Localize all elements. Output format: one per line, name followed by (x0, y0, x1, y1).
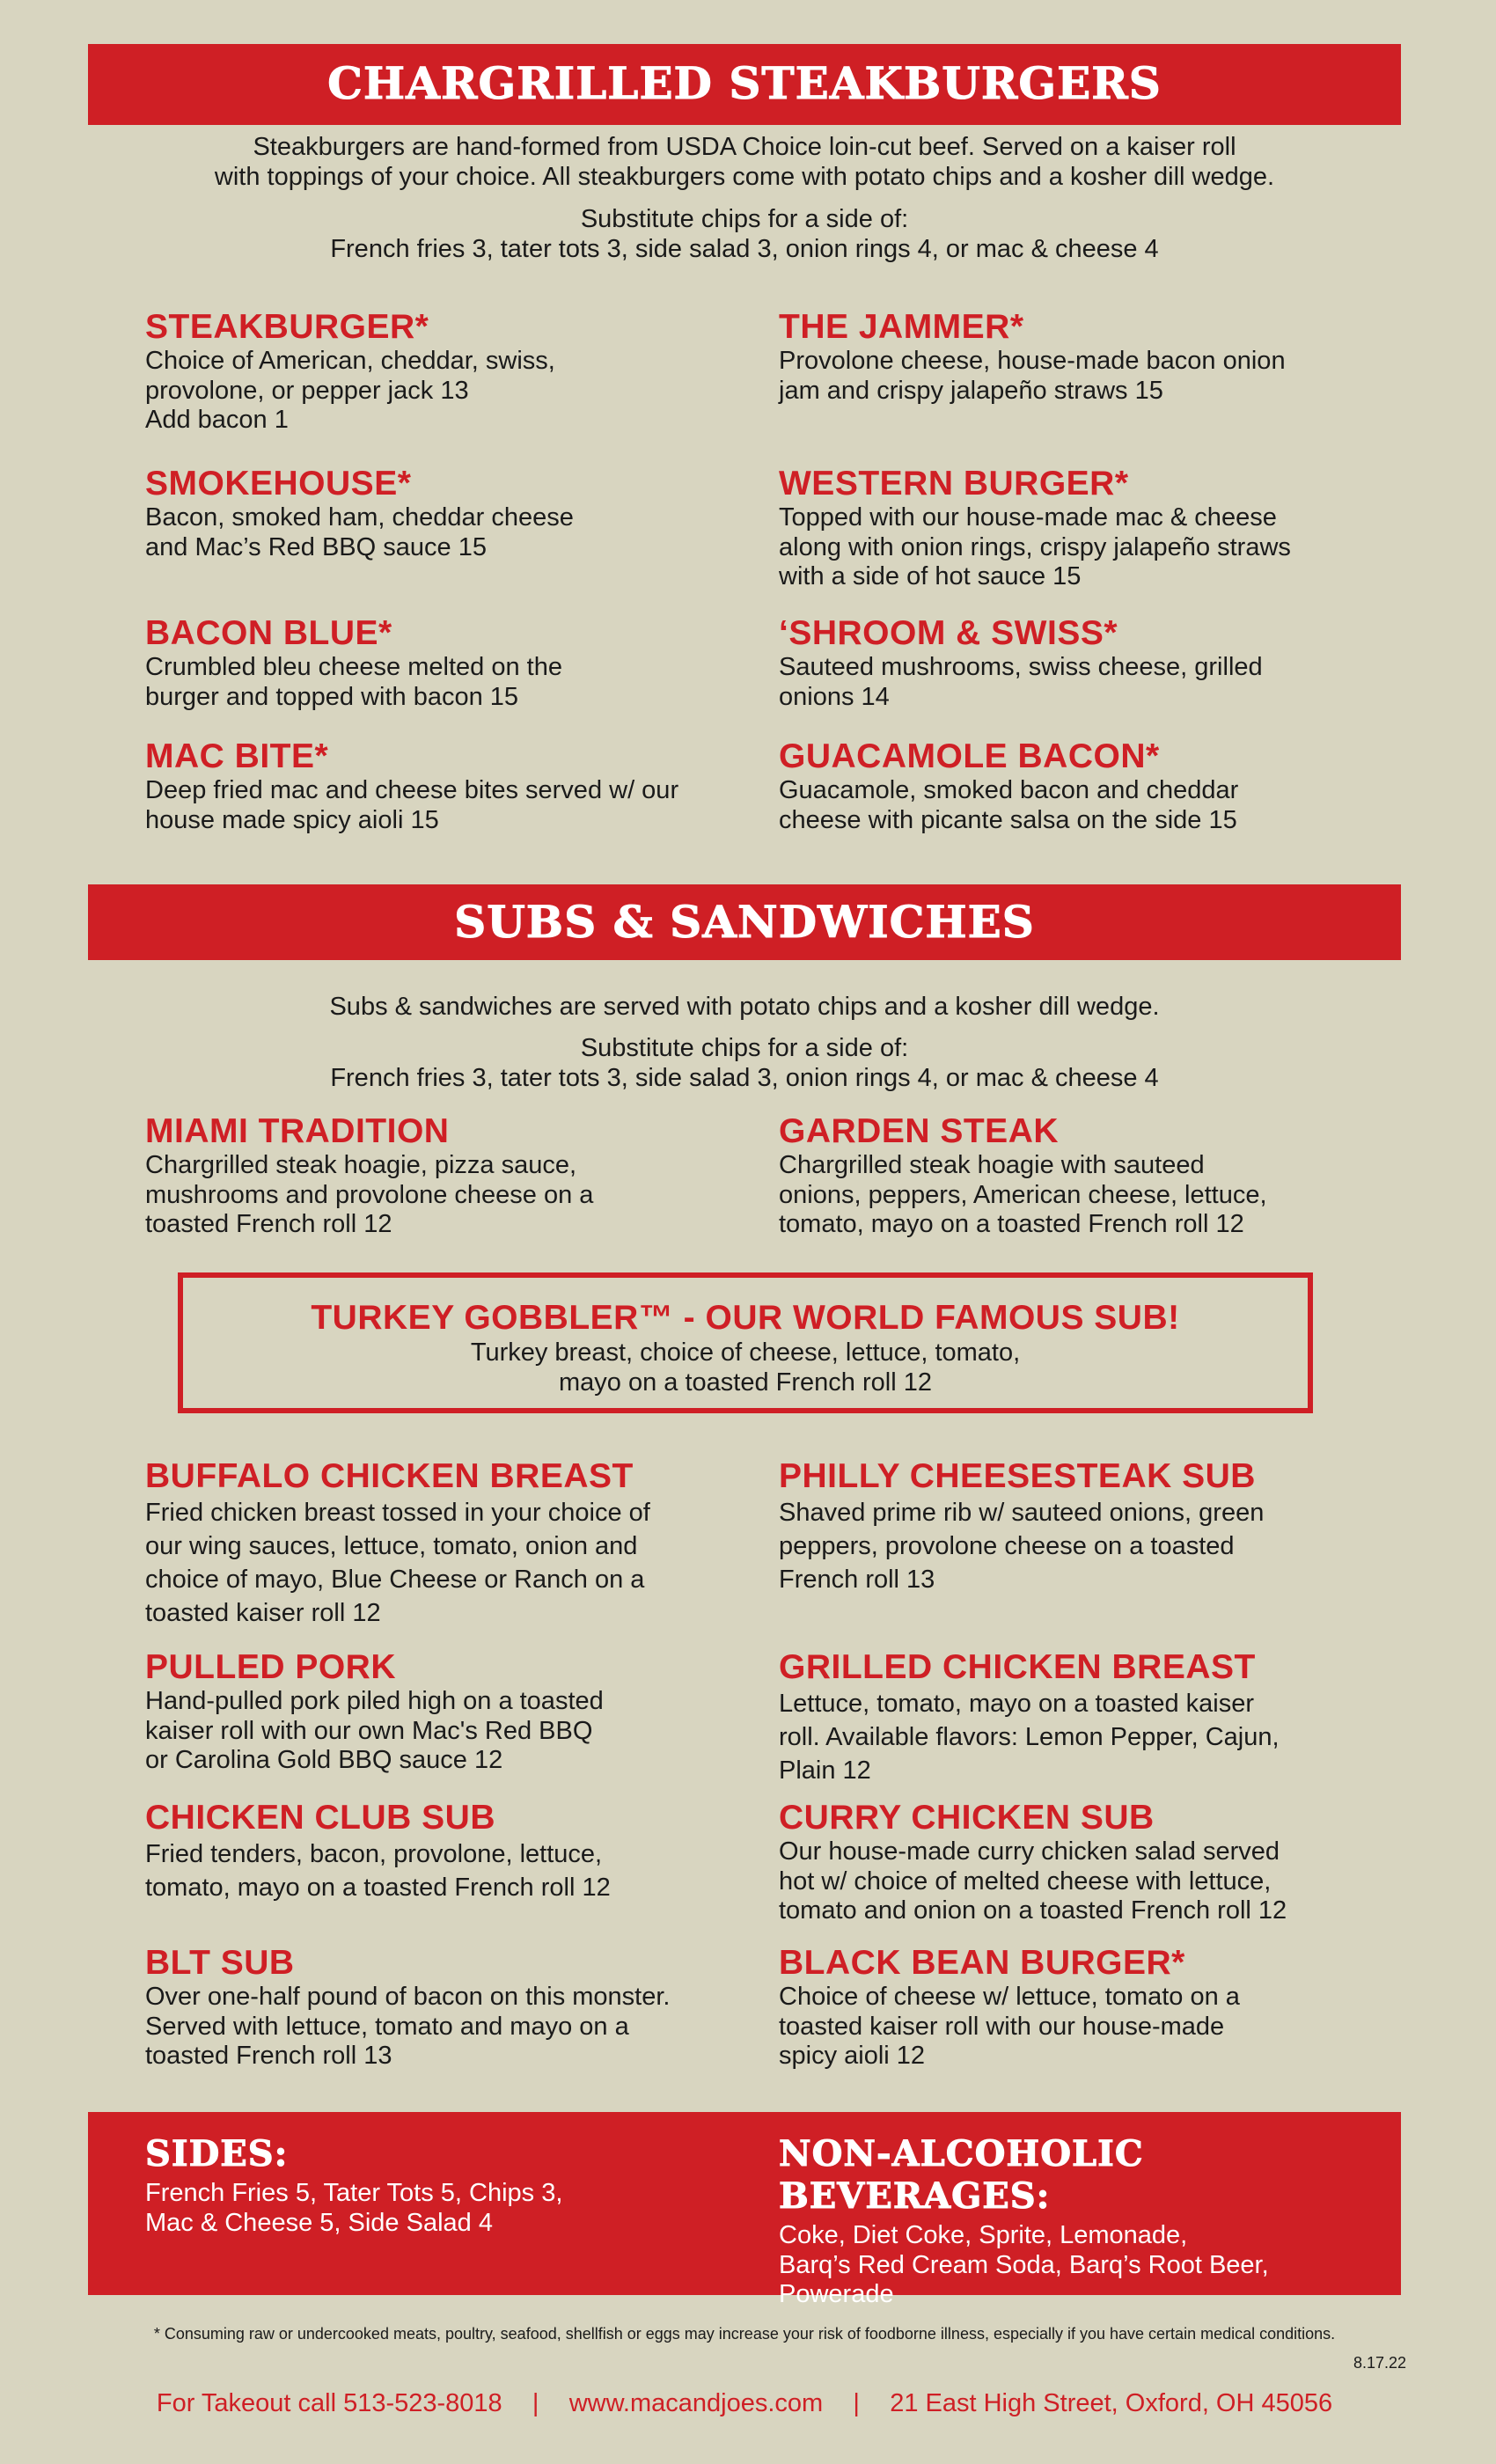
featured-turkey-gobbler (178, 1272, 1313, 1413)
item-title: STEAKBURGER* (145, 308, 429, 346)
item-desc: Sauteed mushrooms, swiss cheese, grilled onions 14 (779, 653, 1263, 711)
item-title: MAC BITE* (145, 737, 329, 775)
beverages-list: Coke, Diet Coke, Sprite, Lemonade, Barq’s Red Cream Soda, Barq’s Root Beer, Powerade (779, 2221, 1269, 2308)
steakburgers-substitute (88, 204, 1401, 264)
subs-intro (88, 992, 1401, 1022)
item-desc: Deep fried mac and cheese bites served w/ our house made spicy aioli 15 (145, 776, 679, 834)
contact-line (88, 2387, 1401, 2419)
item-title: BUFFALO CHICKEN BREAST (145, 1457, 634, 1495)
menu-item-steakburger (145, 308, 744, 436)
item-desc: Lettuce, tomato, mayo on a toasted kaiser roll. Available flavors: Lemon Pepper, Cajun, Plain 12 (779, 1690, 1280, 1785)
menu-item-bacon-blue (145, 614, 744, 712)
steakburgers-title: CHARGRILLED STEAKBURGERS (327, 57, 1162, 109)
item-title: PHILLY CHEESESTEAK SUB (779, 1457, 1256, 1495)
menu-item-pulled-pork (145, 1648, 744, 1776)
subs-substitute-text: Substitute chips for a side of: French fries 3, tater tots 3, side salad 3, onion rings 4, or mac & cheese 4 (330, 1034, 1159, 1092)
item-title: MIAMI TRADITION (145, 1112, 450, 1150)
item-desc: Topped with our house-made mac & cheese along with onion rings, crispy jalapeño straws with a side of hot sauce 15 (779, 503, 1291, 590)
item-desc: Hand-pulled pork piled high on a toasted kaiser roll with our own Mac's Red BBQ or Carolina Gold BBQ sauce 12 (145, 1687, 604, 1774)
menu-item-buffalo-chicken-breast (145, 1457, 744, 1630)
steakburgers-intro-text: Steakburgers are hand-formed from USDA Choice loin-cut beef. Served on a kaiser roll with toppings of your choice. All steakburgers come with potato chips and a kosher dill wedge. (214, 133, 1275, 191)
item-title: SMOKEHOUSE* (145, 465, 412, 502)
beverages-section (779, 2133, 1395, 2310)
menu-item-guacamole-bacon (779, 737, 1377, 835)
steakburgers-header (88, 44, 1401, 125)
item-desc: Guacamole, smoked bacon and cheddar cheese with picante salsa on the side 15 (779, 776, 1239, 834)
sides-list: French Fries 5, Tater Tots 5, Chips 3, Mac & Cheese 5, Side Salad 4 (145, 2179, 563, 2237)
item-desc: Fried tenders, bacon, provolone, lettuce, tomato, mayo on a toasted French roll 12 (145, 1840, 611, 1902)
sides-section (145, 2133, 708, 2238)
subs-title: SUBS & SANDWICHES (454, 896, 1035, 948)
menu-item-shroom-swiss (779, 614, 1377, 712)
item-title: CURRY CHICKEN SUB (779, 1799, 1155, 1837)
item-title: GRILLED CHICKEN BREAST (779, 1648, 1256, 1686)
menu-item-western-burger (779, 465, 1377, 592)
featured-desc: Turkey breast, choice of cheese, lettuce, tomato, mayo on a toasted French roll 12 (470, 1338, 1021, 1397)
website-link[interactable]: www.macandjoes.com (568, 2389, 824, 2417)
item-desc: Shaved prime rib w/ sauteed onions, green peppers, provolone cheese on a toasted French roll 13 (779, 1499, 1265, 1594)
item-title: WESTERN BURGER* (779, 465, 1129, 502)
item-desc: Over one-half pound of bacon on this monster. Served with lettuce, tomato and mayo on a toasted French roll 13 (145, 1983, 671, 2070)
menu-item-black-bean-burger (779, 1944, 1377, 2072)
item-title: ‘SHROOM & SWISS* (779, 614, 1118, 652)
menu-item-chicken-club-sub (145, 1799, 744, 1904)
item-desc: Our house-made curry chicken salad served hot w/ choice of melted cheese with lettuce, tomato and onion on a toasted French roll 12 (779, 1837, 1287, 1925)
sides-title: SIDES: (145, 2133, 289, 2174)
steakburgers-substitute-text: Substitute chips for a side of: French fries 3, tater tots 3, side salad 3, onion rings 4, or mac & cheese 4 (330, 205, 1159, 263)
item-title: GUACAMOLE BACON* (779, 737, 1160, 775)
item-title: CHICKEN CLUB SUB (145, 1799, 495, 1837)
item-title: THE JAMMER* (779, 308, 1024, 346)
item-desc: Choice of American, cheddar, swiss, provolone, or pepper jack 13 Add bacon 1 (145, 347, 555, 434)
menu-item-mac-bite (145, 737, 744, 835)
subs-substitute (88, 1033, 1401, 1093)
menu-item-blt-sub (145, 1944, 744, 2072)
item-desc: Choice of cheese w/ lettuce, tomato on a toasted kaiser roll with our house-made spicy aioli 12 (779, 1983, 1240, 2070)
item-title: PULLED PORK (145, 1648, 397, 1686)
menu-item-smokehouse (145, 465, 744, 562)
steakburgers-intro (88, 132, 1401, 192)
item-desc: Chargrilled steak hoagie, pizza sauce, mushrooms and provolone cheese on a toasted French roll 12 (145, 1151, 594, 1238)
separator: | (853, 2389, 860, 2417)
item-desc: Chargrilled steak hoagie with sauteed onions, peppers, American cheese, lettuce, tomato, mayo on a toasted French roll 12 (779, 1151, 1267, 1238)
featured-title: TURKEY GOBBLER™ - OUR WORLD FAMOUS SUB! (311, 1299, 1180, 1337)
item-title: BACON BLUE* (145, 614, 392, 652)
separator: | (532, 2389, 539, 2417)
food-safety-disclaimer: * Consuming raw or undercooked meats, poultry, seafood, shellfish or eggs may increase your risk of foodborne illness, especially if you have certain medical conditions. (153, 2325, 1336, 2343)
menu-item-grilled-chicken-breast (779, 1648, 1377, 1787)
item-title: BLACK BEAN BURGER* (779, 1944, 1185, 1982)
item-title: GARDEN STEAK (779, 1112, 1060, 1150)
item-desc: Bacon, smoked ham, cheddar cheese and Mac’s Red BBQ sauce 15 (145, 503, 574, 561)
menu-date: 8.17.22 (1353, 2354, 1406, 2372)
beverages-title: NON-ALCOHOLIC BEVERAGES: (779, 2133, 1144, 2217)
takeout-phone[interactable]: For Takeout call 513-523-8018 (156, 2389, 502, 2417)
sides-beverages-panel (88, 2112, 1401, 2308)
menu-item-miami-tradition (145, 1112, 744, 1240)
item-desc: Provolone cheese, house-made bacon onion jam and crispy jalapeño straws 15 (779, 347, 1286, 405)
menu-item-philly-cheesesteak-sub (779, 1457, 1377, 1596)
subs-header (88, 884, 1401, 960)
menu-item-curry-chicken-sub (779, 1799, 1377, 1926)
menu-item-garden-steak (779, 1112, 1377, 1240)
item-desc: Fried chicken breast tossed in your choice of our wing sauces, lettuce, tomato, onion and choice of mayo, Blue Cheese or Ranch on a toasted kaiser roll 12 (145, 1499, 650, 1627)
menu-item-the-jammer (779, 308, 1377, 406)
item-title: BLT SUB (145, 1944, 295, 1982)
item-desc: Crumbled bleu cheese melted on the burger and topped with bacon 15 (145, 653, 562, 711)
address: 21 East High Street, Oxford, OH 45056 (890, 2389, 1333, 2417)
subs-intro-text: Subs & sandwiches are served with potato chips and a kosher dill wedge. (329, 993, 1160, 1021)
